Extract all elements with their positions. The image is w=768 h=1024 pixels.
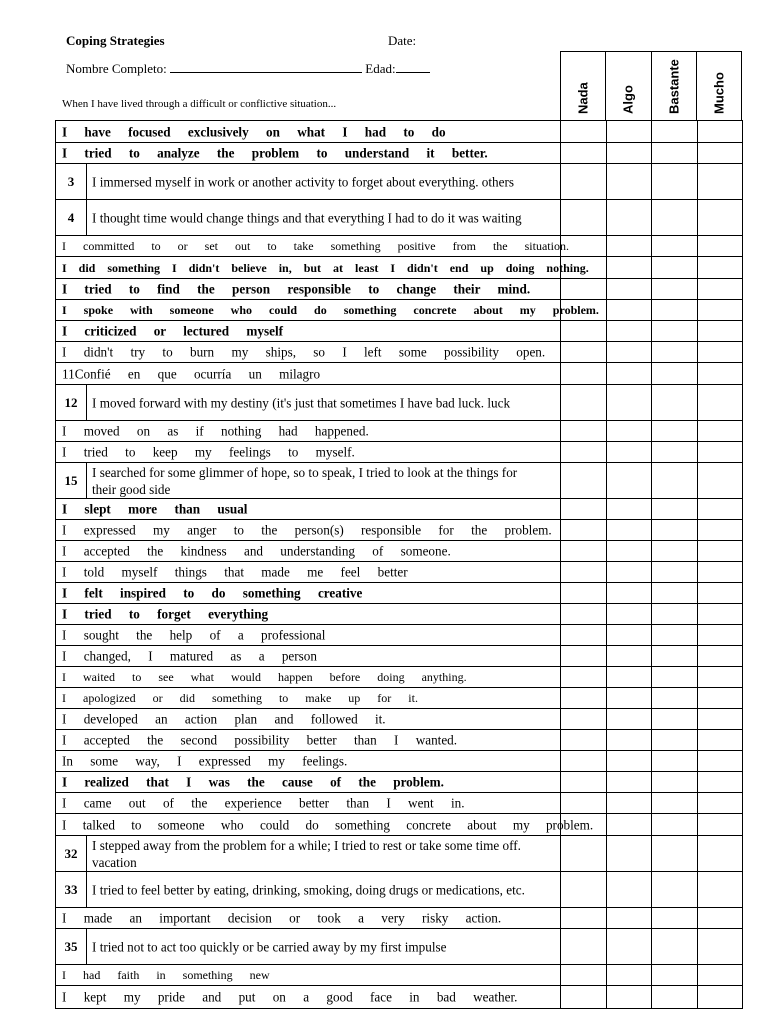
question-text: 11Confié en que ocurría un milagro: [62, 365, 321, 381]
rating-cell-bastante[interactable]: [652, 121, 698, 142]
rating-cell-nada[interactable]: [561, 321, 607, 341]
rating-cell-bastante[interactable]: [652, 200, 698, 235]
item-number: 3: [56, 164, 87, 199]
rating-cell-bastante[interactable]: [652, 385, 698, 420]
rating-cell-mucho[interactable]: [698, 646, 744, 666]
question-text: I sought the help of a professional: [62, 627, 326, 643]
rating-cell-mucho[interactable]: [698, 421, 744, 441]
table-row: [56, 986, 743, 1009]
question-cell: [56, 385, 561, 420]
rating-cell-algo[interactable]: [607, 143, 653, 163]
table-row: [56, 321, 743, 342]
question-cell: [56, 688, 561, 708]
rating-cell-mucho[interactable]: [698, 667, 744, 687]
item-number: 35: [56, 929, 87, 964]
table-row: [56, 709, 743, 730]
item-number: 32: [56, 836, 87, 871]
table-row: [56, 908, 743, 929]
question-cell: [56, 541, 561, 561]
question-text: I tried to keep my feelings to myself.: [62, 444, 355, 460]
rating-cell-nada[interactable]: [561, 499, 607, 519]
rating-cell-algo[interactable]: [607, 604, 653, 624]
rating-cell-bastante[interactable]: [652, 667, 698, 687]
rating-cell-mucho[interactable]: [698, 583, 744, 603]
column-mucho: [697, 52, 741, 120]
rating-cell-mucho[interactable]: [698, 793, 744, 813]
question-text: I committed to or set out to take something positive from the situation.: [62, 239, 569, 253]
rating-cell-mucho[interactable]: [698, 164, 744, 199]
table-row: [56, 965, 743, 986]
rating-cell-algo[interactable]: [607, 300, 653, 320]
rating-cell-bastante[interactable]: [652, 143, 698, 163]
question-text: I searched for some glimmer of hope, so to speak, I tried to look at the things for their good side: [92, 464, 518, 497]
rating-cell-algo[interactable]: [607, 929, 653, 964]
rating-cell-nada[interactable]: [561, 872, 607, 907]
rating-cell-nada[interactable]: [561, 583, 607, 603]
question-text: I tried not to act too quickly or be carried away by my first impulse: [92, 939, 447, 954]
rating-cell-nada[interactable]: [561, 164, 607, 199]
rating-cell-algo[interactable]: [607, 279, 653, 299]
rating-cell-mucho[interactable]: [698, 541, 744, 561]
question-cell: [56, 442, 561, 462]
rating-cell-bastante[interactable]: [652, 321, 698, 341]
rating-cell-mucho[interactable]: [698, 709, 744, 729]
age-label: Edad:: [365, 61, 396, 76]
table-row: [56, 164, 743, 200]
table-row: [56, 730, 743, 751]
rating-cell-algo[interactable]: [607, 520, 653, 540]
question-cell: [56, 929, 561, 964]
rating-cell-algo[interactable]: [607, 908, 653, 928]
rating-cell-mucho[interactable]: [698, 342, 744, 362]
rating-cell-bastante[interactable]: [652, 562, 698, 582]
table-row: [56, 751, 743, 772]
rating-cell-mucho[interactable]: [698, 363, 744, 384]
table-row: [56, 583, 743, 604]
rating-cell-nada[interactable]: [561, 793, 607, 813]
rating-cell-bastante[interactable]: [652, 421, 698, 441]
rating-cell-bastante[interactable]: [652, 793, 698, 813]
rating-cell-algo[interactable]: [607, 625, 653, 645]
question-cell: [56, 421, 561, 441]
rating-cell-bastante[interactable]: [652, 751, 698, 771]
question-cell: [56, 363, 561, 384]
table-row: [56, 236, 743, 257]
column-label-mucho: Mucho: [711, 72, 727, 114]
rating-cell-mucho[interactable]: [698, 872, 744, 907]
question-cell: [56, 872, 561, 907]
rating-cell-mucho[interactable]: [698, 321, 744, 341]
rating-cell-mucho[interactable]: [698, 257, 744, 278]
question-text: I thought time would change things and that everything I had to do it was waiting: [92, 210, 522, 225]
question-cell: [56, 604, 561, 624]
question-text: I expressed my anger to the person(s) responsible for the problem.: [62, 522, 552, 538]
rating-cell-algo[interactable]: [607, 583, 653, 603]
rating-cell-bastante[interactable]: [652, 929, 698, 964]
column-algo: [606, 52, 651, 120]
rating-cell-bastante[interactable]: [652, 625, 698, 645]
question-cell: [56, 625, 561, 645]
rating-cell-bastante[interactable]: [652, 646, 698, 666]
question-cell: [56, 908, 561, 928]
table-row: [56, 121, 743, 143]
column-label-bastante: Bastante: [666, 59, 682, 114]
question-cell: [56, 463, 561, 498]
question-text: I developed an action plan and followed it.: [62, 711, 386, 727]
rating-cell-mucho[interactable]: [698, 625, 744, 645]
rating-cell-algo[interactable]: [607, 751, 653, 771]
question-text: I moved on as if nothing had happened.: [62, 423, 369, 439]
question-cell: [56, 279, 561, 299]
question-text: I kept my pride and put on a good face in bad weather.: [62, 989, 518, 1005]
rating-cell-mucho[interactable]: [698, 143, 744, 163]
rating-cell-algo[interactable]: [607, 836, 653, 871]
rating-cell-nada[interactable]: [561, 986, 607, 1008]
rating-cell-algo[interactable]: [607, 730, 653, 750]
rating-cell-bastante[interactable]: [652, 986, 698, 1008]
rating-cell-mucho[interactable]: [698, 688, 744, 708]
question-cell: [56, 646, 561, 666]
item-number: 4: [56, 200, 87, 235]
question-text: I immersed myself in work or another activity to forget about everything. others: [92, 174, 515, 189]
question-text: I told myself things that made me feel better: [62, 564, 408, 580]
rating-cell-nada[interactable]: [561, 929, 607, 964]
rating-cell-nada[interactable]: [561, 688, 607, 708]
rating-cell-bastante[interactable]: [652, 730, 698, 750]
rating-cell-mucho[interactable]: [698, 499, 744, 519]
question-text: I apologized or did something to make up for it.: [62, 691, 418, 705]
question-cell: [56, 121, 561, 142]
question-text: I spoke with someone who could do something concrete about my problem.: [62, 303, 599, 317]
question-text: I tried to find the person responsible to change their mind.: [62, 281, 531, 297]
rating-cell-bastante[interactable]: [652, 772, 698, 792]
question-text: I accepted the second possibility better than I wanted.: [62, 732, 458, 748]
table-row: [56, 421, 743, 442]
table-row: [56, 646, 743, 667]
question-cell: [56, 751, 561, 771]
rating-cell-bastante[interactable]: [652, 236, 698, 256]
table-row: [56, 385, 743, 421]
table-row: [56, 143, 743, 164]
rating-cell-mucho[interactable]: [698, 929, 744, 964]
question-cell: [56, 965, 561, 985]
rating-cell-nada[interactable]: [561, 751, 607, 771]
rating-cell-mucho[interactable]: [698, 772, 744, 792]
rating-cell-mucho[interactable]: [698, 442, 744, 462]
rating-cell-mucho[interactable]: [698, 751, 744, 771]
question-cell: [56, 583, 561, 603]
rating-cell-nada[interactable]: [561, 625, 607, 645]
column-label-algo: Algo: [620, 85, 636, 114]
rating-cell-algo[interactable]: [607, 385, 653, 420]
question-cell: [56, 836, 561, 871]
rating-cell-nada[interactable]: [561, 442, 607, 462]
rating-cell-algo[interactable]: [607, 121, 653, 142]
column-label-nada: Nada: [575, 82, 591, 114]
question-text: I have focused exclusively on what I had to do: [62, 123, 446, 139]
rating-cell-bastante[interactable]: [652, 965, 698, 985]
question-text: I made an important decision or took a very risky action.: [62, 910, 502, 926]
rating-cell-nada[interactable]: [561, 908, 607, 928]
table-row: [56, 625, 743, 646]
rating-cell-nada[interactable]: [561, 667, 607, 687]
question-cell: [56, 300, 599, 320]
rating-cell-mucho[interactable]: [698, 385, 744, 420]
question-text: I tried to feel better by eating, drinking, smoking, doing drugs or medications, etc.: [92, 882, 525, 897]
question-cell: [56, 321, 561, 341]
item-number: 15: [56, 463, 87, 498]
age-field[interactable]: [396, 60, 430, 73]
rating-cell-nada[interactable]: [561, 646, 607, 666]
table-row: [56, 836, 743, 872]
question-text: I criticized or lectured myself: [62, 323, 284, 339]
rating-cell-mucho[interactable]: [698, 965, 744, 985]
question-text: I changed, I matured as a person: [62, 648, 317, 664]
name-label: Nombre Completo:: [66, 61, 167, 76]
item-number: 33: [56, 872, 87, 907]
rating-cell-algo[interactable]: [607, 562, 653, 582]
question-cell: [56, 772, 561, 792]
rating-cell-bastante[interactable]: [652, 908, 698, 928]
question-text: I stepped away from the problem for a while; I tried to rest or take some time off. vacation: [92, 837, 521, 870]
table-row: [56, 688, 743, 709]
rating-cell-nada[interactable]: [561, 541, 607, 561]
rating-cell-bastante[interactable]: [652, 300, 698, 320]
rating-cell-algo[interactable]: [607, 321, 653, 341]
name-age-line: [66, 60, 430, 77]
question-text: I moved forward with my destiny (it's just that sometimes I have bad luck. luck: [92, 395, 511, 410]
table-row: [56, 300, 743, 321]
rating-cell-mucho[interactable]: [698, 200, 744, 235]
rating-cell-bastante[interactable]: [652, 257, 698, 278]
rating-cell-algo[interactable]: [607, 200, 653, 235]
rating-cell-nada[interactable]: [561, 385, 607, 420]
table-row: [56, 520, 743, 541]
rating-cell-mucho[interactable]: [698, 236, 744, 256]
rating-cell-algo[interactable]: [607, 793, 653, 813]
rating-cell-bastante[interactable]: [652, 583, 698, 603]
rating-cell-algo[interactable]: [607, 164, 653, 199]
question-cell: [56, 709, 561, 729]
rating-cell-algo[interactable]: [607, 667, 653, 687]
rating-cell-nada[interactable]: [561, 836, 607, 871]
rating-cell-algo[interactable]: [607, 236, 653, 256]
question-cell: [56, 143, 561, 163]
rating-cell-bastante[interactable]: [652, 342, 698, 362]
question-cell: [56, 164, 561, 199]
question-text: I tried to analyze the problem to understand it better.: [62, 145, 488, 161]
rating-cell-mucho[interactable]: [698, 562, 744, 582]
rating-cell-nada[interactable]: [561, 520, 607, 540]
rating-cell-algo[interactable]: [607, 463, 653, 498]
table-row: [56, 772, 743, 793]
rating-cell-bastante[interactable]: [652, 279, 698, 299]
question-text: I waited to see what would happen before doing anything.: [62, 670, 467, 684]
question-cell: [56, 986, 561, 1008]
question-text: I slept more than usual: [62, 501, 248, 517]
coping-strategies-table: [55, 120, 743, 1009]
rating-cell-algo[interactable]: [607, 541, 653, 561]
table-row: [56, 814, 743, 836]
rating-cell-mucho[interactable]: [698, 814, 744, 835]
rating-cell-bastante[interactable]: [652, 520, 698, 540]
table-row: [56, 463, 743, 499]
table-row: [56, 342, 743, 363]
rating-cell-mucho[interactable]: [698, 986, 744, 1008]
question-text: I talked to someone who could do something concrete about my problem.: [62, 816, 594, 832]
rating-cell-nada[interactable]: [561, 604, 607, 624]
rating-cell-bastante[interactable]: [652, 499, 698, 519]
rating-cell-bastante[interactable]: [652, 814, 698, 835]
table-row: [56, 793, 743, 814]
rating-cell-bastante[interactable]: [652, 709, 698, 729]
question-cell: [56, 342, 561, 362]
rating-cell-algo[interactable]: [607, 363, 653, 384]
rating-cell-algo[interactable]: [607, 421, 653, 441]
rating-cell-algo[interactable]: [607, 965, 653, 985]
rating-cell-nada[interactable]: [561, 709, 607, 729]
rating-cell-algo[interactable]: [607, 442, 653, 462]
rating-cell-nada[interactable]: [561, 279, 607, 299]
rating-cell-mucho[interactable]: [698, 463, 744, 498]
table-row: [56, 442, 743, 463]
question-text: I had faith in something new: [62, 968, 270, 982]
table-row: [56, 562, 743, 583]
rating-cell-algo[interactable]: [607, 814, 653, 835]
question-text: I didn't try to burn my ships, so I left some possibility open.: [62, 344, 546, 360]
question-text: I accepted the kindness and understanding of someone.: [62, 543, 451, 559]
question-cell: [56, 562, 561, 582]
rating-cell-algo[interactable]: [607, 499, 653, 519]
rating-cell-algo[interactable]: [607, 342, 653, 362]
rating-cell-mucho[interactable]: [698, 908, 744, 928]
question-cell: [56, 730, 561, 750]
rating-cell-bastante[interactable]: [652, 541, 698, 561]
rating-cell-bastante[interactable]: [652, 164, 698, 199]
question-cell: [56, 236, 569, 256]
rating-cell-nada[interactable]: [561, 421, 607, 441]
question-cell: [56, 814, 594, 835]
table-row: [56, 872, 743, 908]
question-cell: [56, 257, 589, 278]
rating-cell-algo[interactable]: [607, 257, 653, 278]
rating-cell-mucho[interactable]: [698, 730, 744, 750]
table-row: [56, 667, 743, 688]
rating-cell-nada[interactable]: [561, 363, 607, 384]
rating-cell-nada[interactable]: [561, 121, 607, 142]
question-text: I came out of the experience better than I went in.: [62, 795, 465, 811]
rating-cell-bastante[interactable]: [652, 363, 698, 384]
rating-column-headers: [560, 51, 742, 120]
question-text: I realized that I was the cause of the problem.: [62, 774, 444, 790]
table-row: [56, 279, 743, 300]
rating-cell-algo[interactable]: [607, 772, 653, 792]
rating-cell-algo[interactable]: [607, 646, 653, 666]
rating-cell-nada[interactable]: [561, 342, 607, 362]
rating-cell-nada[interactable]: [561, 200, 607, 235]
rating-cell-nada[interactable]: [561, 143, 607, 163]
rating-cell-algo[interactable]: [607, 872, 653, 907]
form-title: Coping Strategies: [66, 33, 165, 48]
rating-cell-mucho[interactable]: [698, 836, 744, 871]
table-row: [56, 541, 743, 562]
question-cell: [56, 499, 561, 519]
rating-cell-algo[interactable]: [607, 688, 653, 708]
rating-cell-bastante[interactable]: [652, 463, 698, 498]
table-row: [56, 200, 743, 236]
question-text: In some way, I expressed my feelings.: [62, 753, 348, 769]
rating-cell-nada[interactable]: [561, 463, 607, 498]
question-cell: [56, 520, 561, 540]
question-text: I did something I didn't believe in, but at least I didn't end up doing nothing.: [62, 260, 589, 275]
item-number: 12: [56, 385, 87, 420]
rating-cell-mucho[interactable]: [698, 604, 744, 624]
rating-cell-bastante[interactable]: [652, 604, 698, 624]
rating-cell-bastante[interactable]: [652, 442, 698, 462]
question-cell: [56, 793, 561, 813]
question-cell: [56, 200, 561, 235]
rating-cell-bastante[interactable]: [652, 688, 698, 708]
name-field[interactable]: [170, 60, 362, 73]
rating-cell-mucho[interactable]: [698, 300, 744, 320]
rating-cell-mucho[interactable]: [698, 121, 744, 142]
question-text: I tried to forget everything: [62, 606, 269, 622]
rating-cell-algo[interactable]: [607, 986, 653, 1008]
column-bastante: [652, 52, 697, 120]
question-text: I felt inspired to do something creative: [62, 585, 363, 601]
rating-cell-nada[interactable]: [561, 965, 607, 985]
table-row: [56, 257, 743, 279]
rating-cell-nada[interactable]: [561, 730, 607, 750]
column-nada: [561, 52, 606, 120]
instruction-text: When I have lived through a difficult or conflictive situation...: [62, 98, 337, 110]
rating-cell-algo[interactable]: [607, 709, 653, 729]
rating-cell-mucho[interactable]: [698, 520, 744, 540]
rating-cell-bastante[interactable]: [652, 836, 698, 871]
table-row: [56, 604, 743, 625]
rating-cell-nada[interactable]: [561, 772, 607, 792]
rating-cell-nada[interactable]: [561, 562, 607, 582]
rating-cell-mucho[interactable]: [698, 279, 744, 299]
date-label: Date:: [388, 33, 417, 48]
rating-cell-bastante[interactable]: [652, 872, 698, 907]
table-row: [56, 929, 743, 965]
table-row: [56, 499, 743, 520]
table-row: [56, 363, 743, 385]
question-cell: [56, 667, 561, 687]
